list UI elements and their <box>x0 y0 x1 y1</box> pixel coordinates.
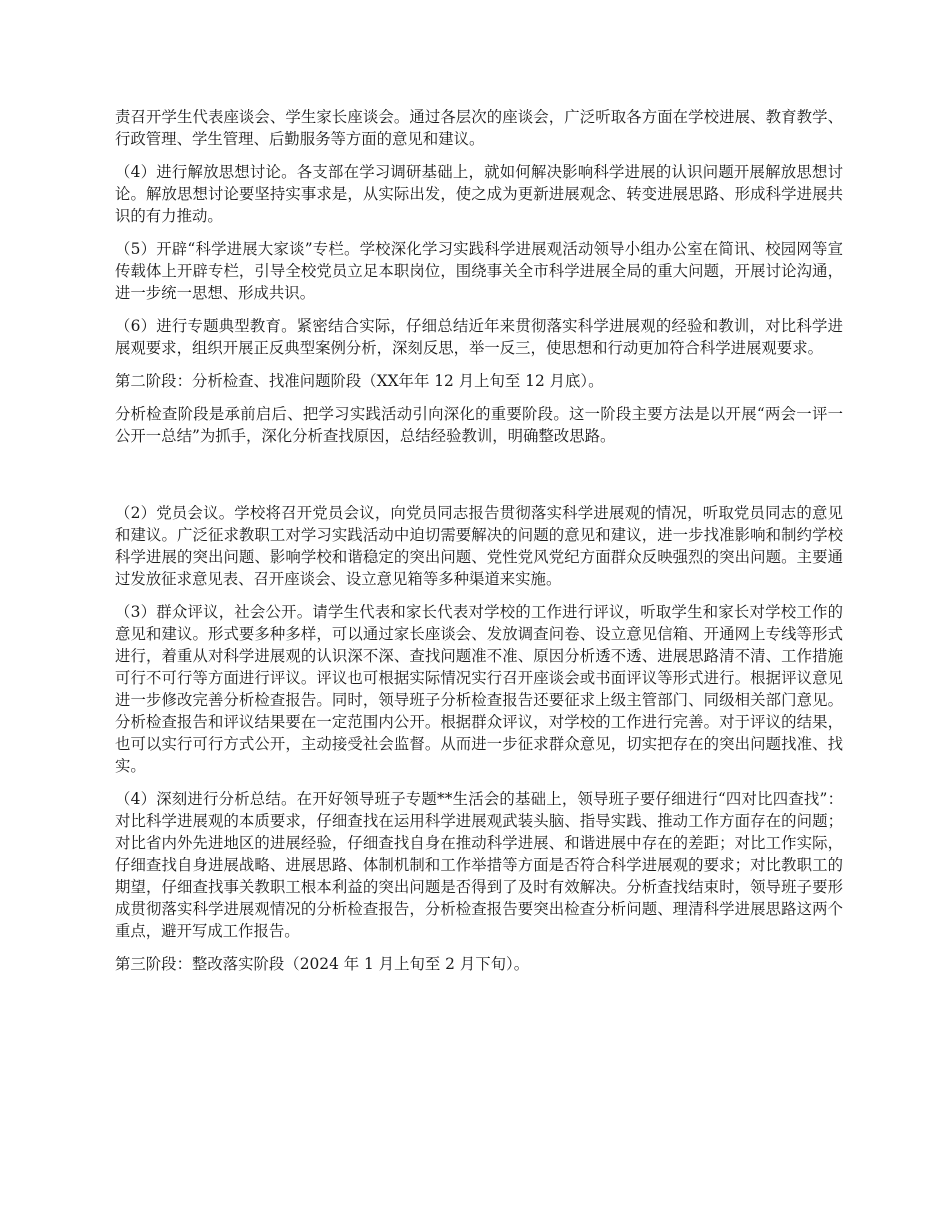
paragraph-item-4-analysis: （4）深刻进行分析总结。在开好领导班子专题**生活会的基础上，领导班子要仔细进行“四对比四查找”：对比科学进展观的本质要求，仔细查找在运用科学进展观武装头脑、指导实践、推动工作方面存在的问题；对比省内外先进地区的进展经验，仔细查找自身在推动科学进展、和谐进展中存在的差距；对比工作实际，仔细查找自身进展战略、进展思路、体制机制和工作举措等方面是否符合科学进展观的要求；对比教职工的期望，仔细查找事关教职工根本利益的突出问题是否得到了及时有效解决。分析查找结束时，领导班子要形成贯彻落实科学进展观情况的分析检查报告，分析检查报告要突出检查分析问题、理清科学进展思路这两个重点，避开写成工作报告。 <box>115 790 843 940</box>
paragraph-item-4-discussion: （4）进行解放思想讨论。各支部在学习调研基础上，就如何解决影响科学进展的认识问题开展解放思想讨论。解放思想讨论要坚持实事求是，从实际出发，使之成为更新进展观念、转变进展思路、形成科学进展共识的有力推动。 <box>115 163 843 225</box>
paragraph-item-2-party-meeting: （2）党员会议。学校将召开党员会议，向党员同志报告贯彻落实科学进展观的情况，听取党员同志的意见和建议。广泛征求教职工对学习实践活动中迫切需要解决的问题的意见和建议，进一步找准影响和制约学校科学进展的突出问题、影响学校和谐稳定的突出问题、党性党风党纪方面群众反映强烈的突出问题。主要通过发放征求意见表、召开座谈会、设立意见箱等多种渠道来实施。 <box>115 504 843 588</box>
paragraph-stage-2-intro: 分析检查阶段是承前启后、把学习实践活动引向深化的重要阶段。这一阶段主要方法是以开展“两会一评一公开一总结”为抓手，深化分析查找原因，总结经验教训，明确整改思路。 <box>115 405 843 445</box>
paragraph-seminar-continuation: 责召开学生代表座谈会、学生家长座谈会。通过各层次的座谈会，广泛听取各方面在学校进展、教育教学、行政管理、学生管理、后勤服务等方面的意见和建议。 <box>115 108 843 148</box>
paragraph-stage-2-heading: 第二阶段：分析检查、找准问题阶段（XX年年 12 月上旬至 12 月底）。 <box>115 372 604 390</box>
document-page <box>115 106 843 986</box>
paragraph-item-5-column: （5）开辟“科学进展大家谈”专栏。学校深化学习实践科学进展观活动领导小组办公室在简讯、校园网等宣传载体上开辟专栏，引导全校党员立足本职岗位，围绕事关全市科学进展全局的重大问题，开展讨论沟通，进一步统一思想、形成共识。 <box>115 240 843 302</box>
paragraph-stage-3-heading: 第三阶段：整改落实阶段（2024 年 1 月上旬至 2 月下旬）。 <box>115 955 530 973</box>
paragraph-item-3-public-review: （3）群众评议，社会公开。请学生代表和家长代表对学校的工作进行评议，听取学生和家长对学校工作的意见和建议。形式要多种多样，可以通过家长座谈会、发放调查问卷、设立意见信箱、开通网上专线等形式进行，着重从对科学进展观的认识深不深、查找问题准不准、原因分析透不透、进展思路清不清、工作措施可行不可行等方面进行评议。评议也可根据实际情况实行召开座谈会或书面评议等形式进行。根据评议意见进一步修改完善分析检查报告。同时，领导班子分析检查报告还要征求上级主管部门、同级相关部门意见。分析检查报告和评议结果要在一定范围内公开。根据群众评议，对学校的工作进行完善。对于评议的结果，也可以实行可行方式公开，主动接受社会监督。从而进一步征求群众意见，切实把存在的突出问题找准、找实。 <box>115 603 843 775</box>
blank-gap <box>115 458 843 502</box>
paragraph-item-6-education: （6）进行专题典型教育。紧密结合实际，仔细总结近年来贯彻落实科学进展观的经验和教训，对比科学进展观要求，组织开展正反典型案例分析，深刻反思，举一反三，使思想和行动更加符合科学进展观要求。 <box>115 317 843 357</box>
